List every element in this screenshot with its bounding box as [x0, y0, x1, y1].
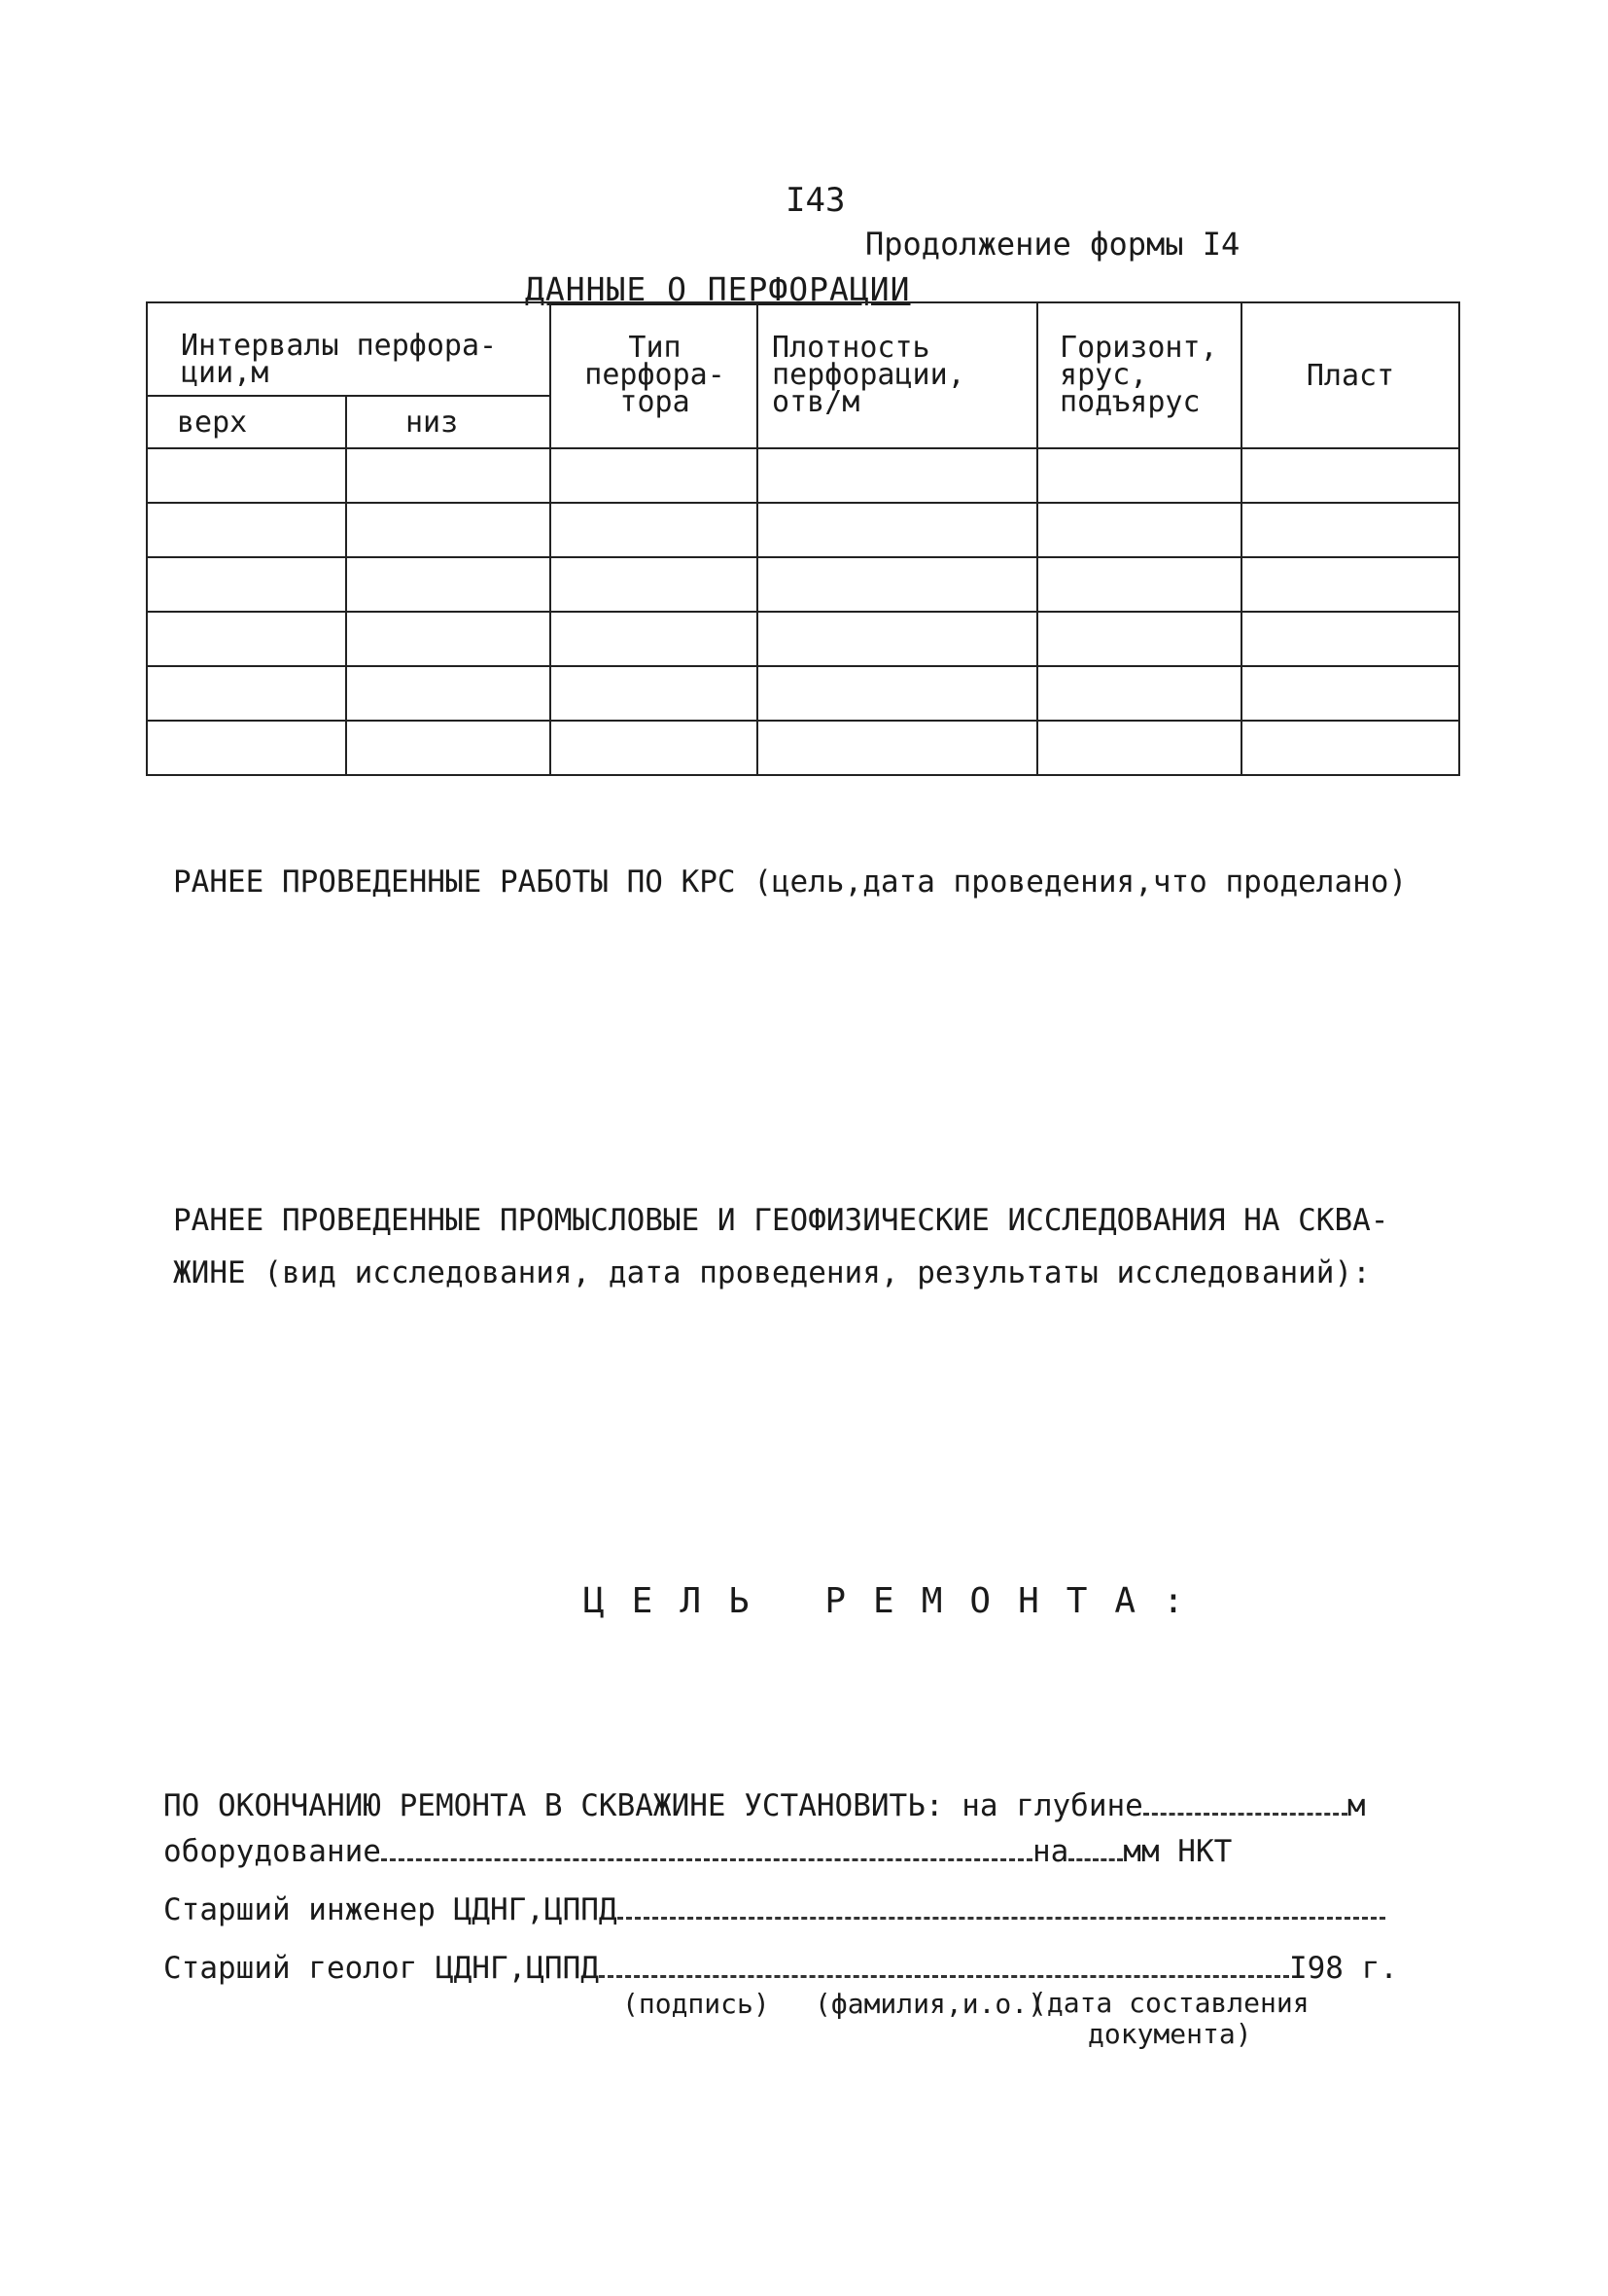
- header-top: верх: [147, 396, 346, 448]
- table-cell[interactable]: [346, 503, 550, 557]
- equipment-blank[interactable]: [381, 1833, 1032, 1861]
- table-cell[interactable]: [147, 721, 346, 775]
- senior-engineer-label: Старший инженер ЦДНГ,ЦППД: [163, 1892, 617, 1927]
- prior-research-line1: РАНЕЕ ПРОВЕДЕННЫЕ ПРОМЫСЛОВЫЕ И ГЕОФИЗИЧЕСКИЕ ИССЛЕДОВАНИЯ НА СКВА-: [173, 1203, 1389, 1238]
- table-row: [147, 557, 1459, 612]
- senior-geologist-label: Старший геолог ЦДНГ,ЦППД: [163, 1951, 599, 1986]
- table-cell[interactable]: [1037, 503, 1241, 557]
- form-continuation-label: Продолжение формы I4: [865, 226, 1241, 263]
- table-body: [147, 448, 1459, 775]
- table-cell[interactable]: [346, 721, 550, 775]
- table-cell[interactable]: [1241, 721, 1459, 775]
- table-cell[interactable]: [550, 448, 757, 503]
- table-cell[interactable]: [147, 448, 346, 503]
- table-cell[interactable]: [757, 448, 1037, 503]
- table-cell[interactable]: [147, 666, 346, 721]
- caption-fio: (фамилия,и.о.): [815, 1988, 1045, 2020]
- table-row: [147, 503, 1459, 557]
- header-intervals: Интервалы перфора- ции,м: [147, 302, 550, 396]
- caption-signature: (подпись): [622, 1988, 770, 2020]
- table-row: [147, 721, 1459, 775]
- table-cell[interactable]: [1241, 666, 1459, 721]
- header-perforator-type: Тип перфора- тора: [550, 302, 757, 448]
- table-cell[interactable]: [147, 557, 346, 612]
- engineer-signature-blank[interactable]: [617, 1891, 1385, 1920]
- table-cell[interactable]: [346, 612, 550, 666]
- table-cell[interactable]: [1037, 666, 1241, 721]
- tubing-label: мм НКТ: [1123, 1834, 1233, 1869]
- header-density: Плотность перфорации, отв/м: [757, 302, 1037, 448]
- prior-research-heading: [173, 1194, 1388, 1299]
- table-cell[interactable]: [346, 557, 550, 612]
- table-cell[interactable]: [1037, 557, 1241, 612]
- year-suffix: I98 г.: [1288, 1951, 1398, 1986]
- table-cell[interactable]: [550, 721, 757, 775]
- table-cell[interactable]: [550, 557, 757, 612]
- header-bottom: низ: [346, 396, 550, 448]
- table-cell[interactable]: [550, 612, 757, 666]
- prior-krs-heading: РАНЕЕ ПРОВЕДЕННЫЕ РАБОТЫ ПО КРС (цель,дата проведения,что проделано): [173, 865, 1408, 900]
- table-title: ДАННЫЕ О ПЕРФОРАЦИИ: [525, 270, 911, 308]
- header-horizon: Горизонт, ярус, подъярус: [1037, 302, 1241, 448]
- table-cell[interactable]: [1241, 448, 1459, 503]
- on-label: на: [1031, 1834, 1069, 1869]
- table-cell[interactable]: [757, 721, 1037, 775]
- install-depth-line: [163, 1787, 1366, 1823]
- prior-research-line2: ЖИНЕ (вид исследования, дата проведения, результаты исследований):: [173, 1255, 1371, 1290]
- table-cell[interactable]: [346, 666, 550, 721]
- unit-m: м: [1346, 1788, 1366, 1823]
- equipment-label: оборудование: [163, 1834, 381, 1869]
- table-cell[interactable]: [757, 666, 1037, 721]
- geologist-signature-blank[interactable]: [599, 1950, 1289, 1978]
- table-cell[interactable]: [1241, 503, 1459, 557]
- depth-blank[interactable]: [1143, 1787, 1347, 1816]
- repair-goal-heading: ЦЕЛЬ РЕМОНТА:: [583, 1581, 1211, 1621]
- table-cell[interactable]: [550, 503, 757, 557]
- table-row: [147, 612, 1459, 666]
- table-cell[interactable]: [346, 448, 550, 503]
- page-number: I43: [786, 181, 846, 220]
- table-cell[interactable]: [1037, 721, 1241, 775]
- diameter-blank[interactable]: [1068, 1833, 1123, 1861]
- table-cell[interactable]: [1037, 448, 1241, 503]
- table-cell[interactable]: [757, 612, 1037, 666]
- table-row: [147, 448, 1459, 503]
- table-cell[interactable]: [757, 503, 1037, 557]
- table-cell[interactable]: [1037, 612, 1241, 666]
- install-text: ПО ОКОНЧАНИЮ РЕМОНТА В СКВАЖИНЕ УСТАНОВИТЬ: на глубине: [163, 1788, 1143, 1823]
- table-cell[interactable]: [147, 612, 346, 666]
- caption-date: (дата составления документа): [1031, 1987, 1310, 2050]
- table-cell[interactable]: [757, 557, 1037, 612]
- equipment-line: [163, 1833, 1232, 1869]
- perforation-table: [146, 301, 1460, 776]
- table-cell[interactable]: [1241, 612, 1459, 666]
- table-cell[interactable]: [1241, 557, 1459, 612]
- senior-geologist-line: [163, 1950, 1398, 1986]
- senior-engineer-line: [163, 1891, 1385, 1927]
- table-cell[interactable]: [147, 503, 346, 557]
- table-cell[interactable]: [550, 666, 757, 721]
- header-layer: Пласт: [1241, 302, 1459, 448]
- table-row: [147, 666, 1459, 721]
